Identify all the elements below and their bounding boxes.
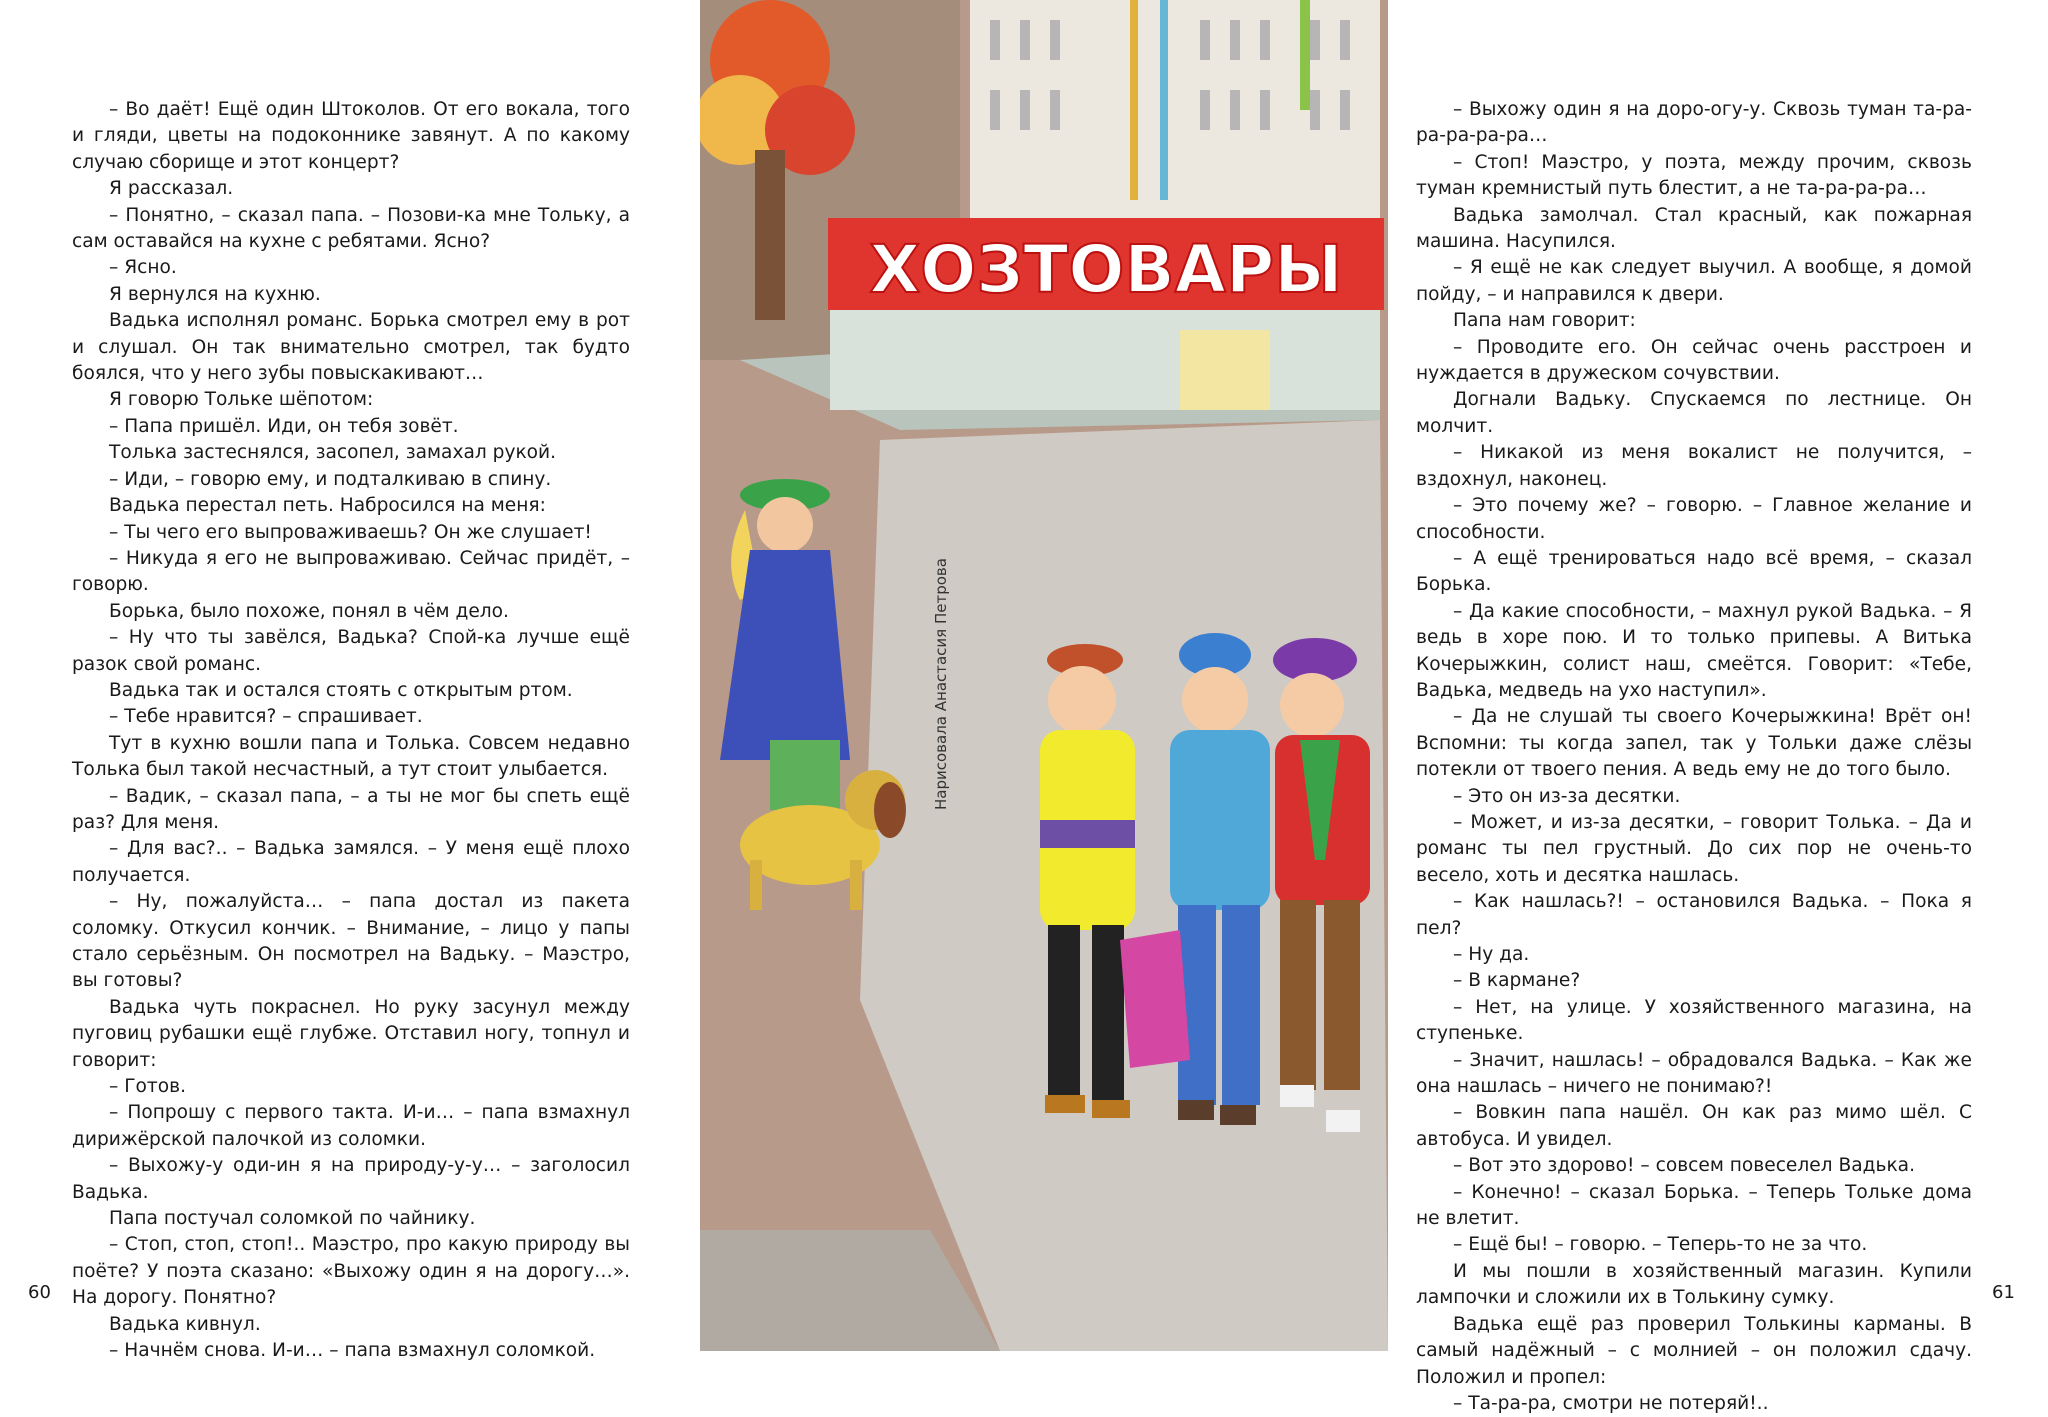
paragraph: Толька застеснялся, засопел, замахал рукой. bbox=[109, 442, 557, 464]
paragraph: – Выхожу-у оди-ин я на природу-у-у… – заголосил Вадька. bbox=[72, 1155, 630, 1203]
store-sign-text: ХОЗТОВАРЫ bbox=[869, 231, 1343, 308]
paragraph: – Вот это здорово! – совсем повеселел Вадька. bbox=[1453, 1155, 1915, 1177]
paragraph: – Ну что ты завёлся, Вадька? Спой-ка лучше ещё разок свой романс. bbox=[72, 627, 630, 675]
right-page-number: 61 bbox=[1992, 1282, 2015, 1303]
paragraph: Вадька перестал петь. Набросился на меня: bbox=[109, 495, 546, 517]
paragraph: – Иди, – говорю ему, и подталкиваю в спину. bbox=[109, 468, 552, 490]
paragraph: – Я ещё не как следует выучил. А вообще, я домой пойду, – и направился к двери. bbox=[1416, 257, 1972, 305]
paragraph: – Это почему же? – говорю. – Главное желание и способности. bbox=[1416, 495, 1972, 543]
paragraph: Вадька так и остался стоять с открытым ртом. bbox=[109, 679, 573, 701]
paragraph: – Вовкин папа нашёл. Он как раз мимо шёл. С автобуса. И увидел. bbox=[1416, 1102, 1972, 1150]
illustrator-credit: Нарисовала Анастасия Петрова bbox=[932, 558, 950, 810]
paragraph: Я вернулся на кухню. bbox=[109, 283, 321, 305]
paragraph: Вадька замолчал. Стал красный, как пожарная машина. Насупился. bbox=[1416, 204, 1972, 253]
right-page-text bbox=[1416, 97, 1972, 1417]
paragraph: – Во даёт! Ещё один Штоколов. От его вокала, того и гляди, цветы на подоконнике завянут. А по какому случаю сборище и этот концерт? bbox=[72, 99, 630, 173]
paragraph: – Попрошу с первого такта. И-и… – папа взмахнул дирижёрской палочкой из соломки. bbox=[72, 1102, 630, 1150]
paragraph: – Нет, на улице. У хозяйственного магазина, на ступеньке. bbox=[1416, 996, 1972, 1045]
paragraph: – Проводите его. Он сейчас очень расстроен и нуждается в дружеском сочувствии. bbox=[1416, 336, 1972, 385]
paragraph: – Никуда я его не выпроваживаю. Сейчас придёт, – говорю. bbox=[72, 547, 630, 596]
paragraph: Вадька исполнял романс. Борька смотрел ему в рот и слушал. Он так внимательно смотрел, так будто боялся, что у него зубы повыскакивают… bbox=[72, 310, 630, 385]
paragraph: Вадька чуть покраснел. Но руку засунул между пуговиц рубашки ещё глубже. Отставил ногу, топнул и говорит: bbox=[72, 996, 630, 1071]
paragraph: Папа нам говорит: bbox=[1453, 310, 1636, 332]
paragraph: – Ну, пожалуйста… – папа достал из пакета соломку. Откусил кончик. – Внимание, – лицо у папы стало серьёзным. Он посмотрел на Вадьку. – Маэстро, вы готовы? bbox=[72, 891, 630, 992]
paragraph: – Выхожу один я на доро-огу-у. Сквозь туман та-ра-ра-ра-ра-ра… bbox=[1416, 99, 1972, 147]
paragraph: – В кармане? bbox=[1453, 970, 1581, 992]
paragraph: – Вадик, – сказал папа, – а ты не мог бы спеть ещё раз? Для меня. bbox=[72, 785, 630, 833]
paragraph: – Да не слушай ты своего Кочерыжкина! Врёт он! Вспомни: ты когда запел, так у Тольки даже слёзы потекли от твоего пения. А ведь ему не до того было. bbox=[1416, 706, 1972, 781]
paragraph: – Тебе нравится? – спрашивает. bbox=[109, 706, 423, 728]
paragraph: – Стоп! Маэстро, у поэта, между прочим, сквозь туман кремнистый путь блестит, а не та-ра-ра-ра… bbox=[1416, 151, 1972, 200]
paragraph: И мы пошли в хозяйственный магазин. Купили лампочки и сложили их в Толькину сумку. bbox=[1416, 1260, 1972, 1309]
store-door bbox=[1180, 330, 1270, 410]
paragraph: – Готов. bbox=[109, 1076, 186, 1098]
paragraph: Борька, было похоже, понял в чём дело. bbox=[109, 600, 509, 622]
left-page-text bbox=[72, 97, 630, 1365]
paragraph: – Да какие способности, – махнул рукой Вадька. – Я ведь в хоре пою. И то только припевы. А Витька Кочерыжкин, солист наш, смеётся. Говорит: «Тебе, Вадька, медведь на ухо наступил». bbox=[1416, 600, 1972, 701]
paragraph: – Папа пришёл. Иди, он тебя зовёт. bbox=[109, 415, 459, 437]
paragraph: Я рассказал. bbox=[109, 178, 234, 200]
paragraph: Вадька ещё раз проверил Толькины карманы. В самый надёжный – с молнией – он положил сдачу. Положил и пропел: bbox=[1416, 1313, 1972, 1388]
paragraph: – Для вас?.. – Вадька замялся. – У меня ещё плохо получается. bbox=[72, 838, 630, 886]
paragraph: – Значит, нашлась! – обрадовался Вадька. – Как же она нашлась – ничего не понимаю?! bbox=[1416, 1049, 1972, 1098]
paragraph: Вадька кивнул. bbox=[109, 1313, 261, 1335]
paragraph: – Стоп, стоп, стоп!.. Маэстро, про какую природу вы поёте? У поэта сказано: «Выхожу один я на дорогу…». На дорогу. Понятно? bbox=[72, 1234, 630, 1309]
paragraph: – Может, и из-за десятки, – говорит Толька. – Да и романс ты пел грустный. До сих пор не очень-то весело, хоть и десятка нашлась. bbox=[1416, 811, 1972, 886]
paragraph: – Никакой из меня вокалист не получится, – вздохнул, наконец. bbox=[1416, 442, 1972, 490]
paragraph: – Ясно. bbox=[109, 257, 177, 279]
paragraph: Я говорю Тольке шёпотом: bbox=[109, 389, 374, 411]
paragraph: – Понятно, – сказал папа. – Позови-ка мне Тольку, а сам оставайся на кухне с ребятами. Ясно? bbox=[72, 204, 630, 253]
paragraph: – Конечно! – сказал Борька. – Теперь Тольке дома не влетит. bbox=[1416, 1181, 1972, 1230]
paragraph: – Ещё бы! – говорю. – Теперь-то не за что. bbox=[1453, 1234, 1868, 1256]
paragraph: – Начнём снова. И-и… – папа взмахнул соломкой. bbox=[109, 1340, 596, 1362]
paragraph: – Та-ра-ра, смотри не потеряй!.. bbox=[1453, 1392, 1769, 1414]
store-front bbox=[830, 300, 1380, 410]
paragraph: Тут в кухню вошли папа и Толька. Совсем недавно Толька был такой несчастный, а тут стоит улыбается. bbox=[72, 732, 630, 781]
paragraph: – Ты чего его выпроваживаешь? Он же слушает! bbox=[109, 521, 592, 543]
paragraph: – Как нашлась?! – остановился Вадька. – Пока я пел? bbox=[1416, 891, 1972, 939]
paragraph: – Ну да. bbox=[1453, 944, 1530, 965]
left-page-number: 60 bbox=[28, 1282, 51, 1303]
paragraph: – А ещё тренироваться надо всё время, – сказал Борька. bbox=[1416, 547, 1972, 596]
paragraph: Догнали Вадьку. Спускаемся по лестнице. Он молчит. bbox=[1416, 389, 1972, 437]
street-illustration bbox=[700, 0, 1388, 1351]
shopping-bag bbox=[1120, 930, 1190, 1068]
paragraph: Папа постучал соломкой по чайнику. bbox=[109, 1208, 476, 1230]
paragraph: – Это он из-за десятки. bbox=[1453, 785, 1681, 807]
